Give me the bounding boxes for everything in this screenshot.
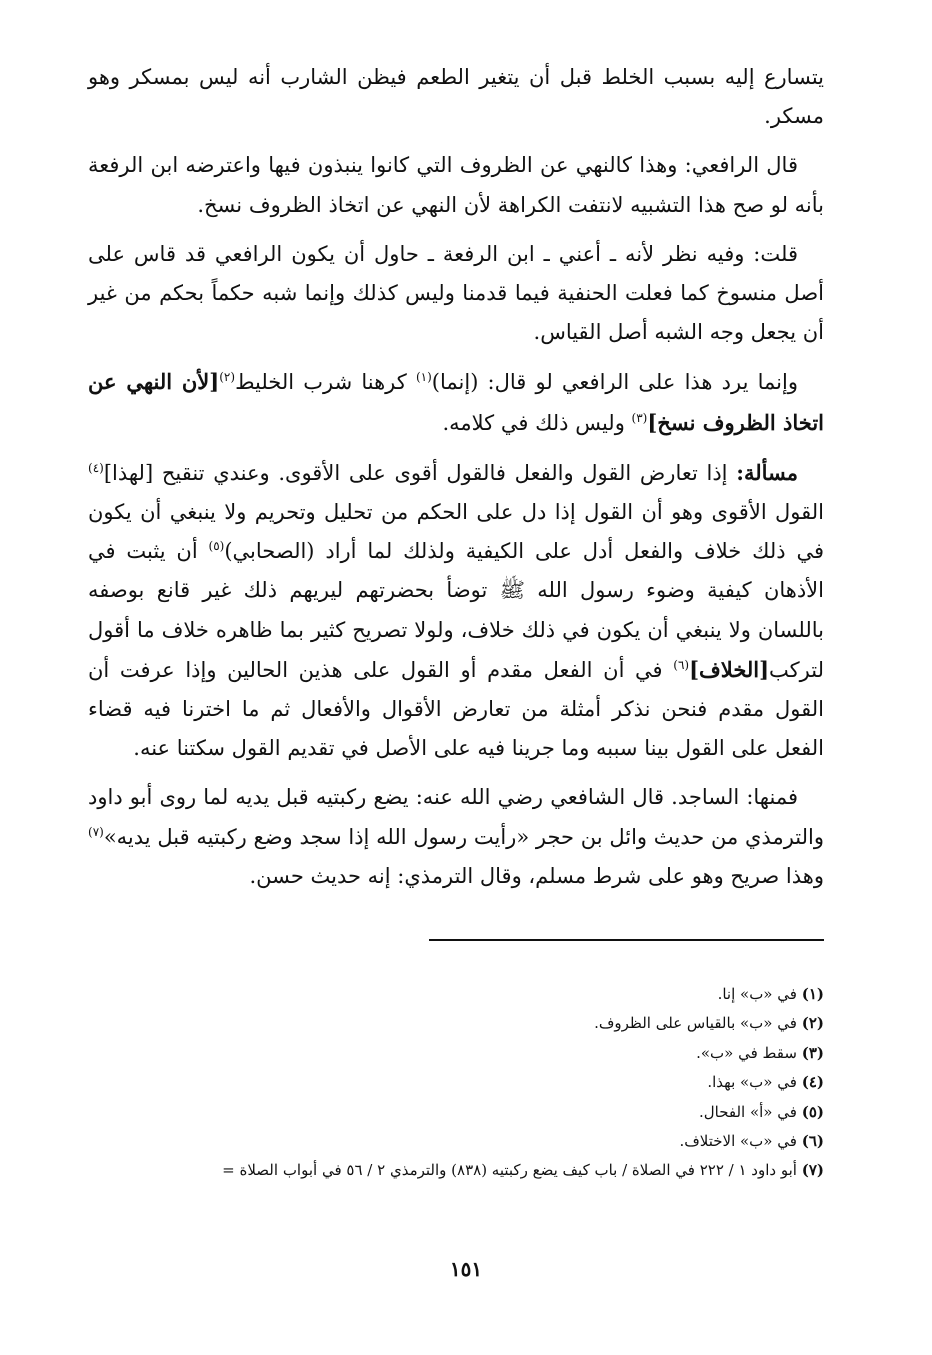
paragraph-6 <box>88 778 824 896</box>
paragraph-4-text-2: كرهنا شرب الخليط <box>235 370 416 395</box>
footnote-number: (٢) <box>801 1014 824 1033</box>
footnote-ref-2: (٢) <box>219 370 236 385</box>
footnote-text: في «أ» الفحال. <box>698 1102 797 1121</box>
footnote-ref-1: (١) <box>415 370 432 385</box>
paragraph-5-text-4: في أن الفعل مقدم أو القول على هذين الحالين وإذا عرفت أن القول مقدم فنحن نذكر أمثلة من تعارض الأقوال والأفعال ثم ما اخترنا فيه قضاء الفعل على القول بينا سببه وما جرينا فيه على الأصل في تقديم القول سكتنا عنه. <box>88 657 824 761</box>
footnote-number: (٦) <box>801 1132 824 1151</box>
footnote-number: (٤) <box>801 1073 824 1092</box>
footnote-7 <box>70 1156 824 1185</box>
paragraph-6-text-2: وهذا صريح وهو على شرط مسلم، وقال الترمذي: إنه حديث حسن. <box>249 863 824 888</box>
paragraph-2 <box>88 146 824 224</box>
footnote-ref-3: (٣) <box>631 410 648 425</box>
paragraph-6-text-1: فمنها: الساجد. قال الشافعي رضي الله عنه: يضع ركبتيه قبل يديه لما روى أبو داود والترمذي من حديث وائل بن حجر «رأيت رسول الله إذا سجد وضع ركبتيه قبل يديه» <box>88 785 824 849</box>
footnote-4 <box>70 1068 824 1097</box>
paragraph-5-text-1: إذا تعارض القول والفعل فالقول أقوى على الأقوى. وعندي تنقيح [لهذا] <box>103 460 737 485</box>
paragraph-4-text-1: وإنما يرد هذا على الرافعي لو قال: (إنما) <box>431 370 798 395</box>
paragraph-4-bold-insert: [لأن النهي عن اتخاذ الظروف نسخ] <box>88 369 824 435</box>
paragraph-5-bold-insert: [الخلاف] <box>689 656 770 682</box>
paragraph-5-text-2: القول الأقوى وهو أن القول إذا دل على الحكم من تحليل وتحريم ولا ينبغي أن يكون في ذلك خلاف والفعل أدل على الكيفية ولذلك لما أراد (الصحابي) <box>88 500 824 564</box>
footnote-ref-7: (٧) <box>88 824 104 839</box>
footnote-number: (٣) <box>801 1043 824 1062</box>
footnote-text: سقط في «ب». <box>696 1043 797 1062</box>
paragraph-2-text: قال الرافعي: وهذا كالنهي عن الظروف التي كانوا ينبذون فيها واعترضه ابن الرفعة بأنه لو صح هذا التشبيه لانتفت الكراهة لأن النهي عن اتخاذ الظروف نسخ. <box>88 153 824 217</box>
footnote-number: (١) <box>801 985 824 1003</box>
footnotes <box>70 980 824 1186</box>
footnote-3 <box>70 1039 824 1068</box>
footnote-6 <box>70 1127 824 1156</box>
footnote-1 <box>70 980 824 1009</box>
footnote-number: (٥) <box>801 1102 824 1121</box>
footnote-text: في «ب» الاختلاف. <box>679 1132 797 1151</box>
paragraph-3 <box>88 235 824 353</box>
footnote-ref-5: (٥) <box>208 539 225 554</box>
footnote-ref-4: (٤) <box>88 460 104 475</box>
paragraph-1 <box>88 58 824 136</box>
footnote-text: أبو داود ١ / ٢٢٢ في الصلاة / باب كيف يضع ركبتيه (٨٣٨) والترمذي ٢ / ٥٦ في أبواب الصلاة = <box>222 1161 797 1180</box>
footnote-text: في «ب» بالقياس على الظروف. <box>594 1014 797 1033</box>
main-text <box>88 58 824 906</box>
paragraph-4-text-3: وليس ذلك في كلامه. <box>442 410 632 435</box>
footnote-divider <box>429 939 824 941</box>
paragraph-3-text: قلت: وفيه نظر لأنه ـ أعني ـ ابن الرفعة ـ حاول أن يكون الرافعي قد قاس على أصل منسوخ كما فعلت الحنفية فيما قدمنا وليس كذلك وإنما شبه حكماً بحكم من غير أن يجعل وجه الشبه أصل القياس. <box>88 241 824 345</box>
footnote-text: في «ب» إنا. <box>717 985 797 1003</box>
footnote-ref-6: (٦) <box>673 657 690 672</box>
page-number: ١٥١ <box>449 1257 483 1281</box>
paragraph-5 <box>88 453 824 769</box>
footnote-5 <box>70 1098 824 1127</box>
paragraph-4 <box>88 362 824 442</box>
footnote-2 <box>70 1009 824 1038</box>
issue-heading: مسألة: <box>736 459 798 485</box>
paragraph-5-text-3: أن يثبت في الأذهان كيفية وضوء رسول الله ﷺ توضأ بحضرتهم ليريهم ذلك غير قانع بوصفه باللسان ولا ينبغي أن يكون في ذلك خلاف، ولولا تصريح كثير بما ظاهره خلاف ما أقول لتركب <box>88 539 824 682</box>
paragraph-1-text: يتسارع إليه بسبب الخلط قبل أن يتغير الطعم فيظن الشارب أنه ليس بمسكر وهو مسكر. <box>88 65 824 129</box>
footnote-number: (٧) <box>801 1161 824 1180</box>
footnote-text: في «ب» بهذا. <box>707 1073 797 1092</box>
